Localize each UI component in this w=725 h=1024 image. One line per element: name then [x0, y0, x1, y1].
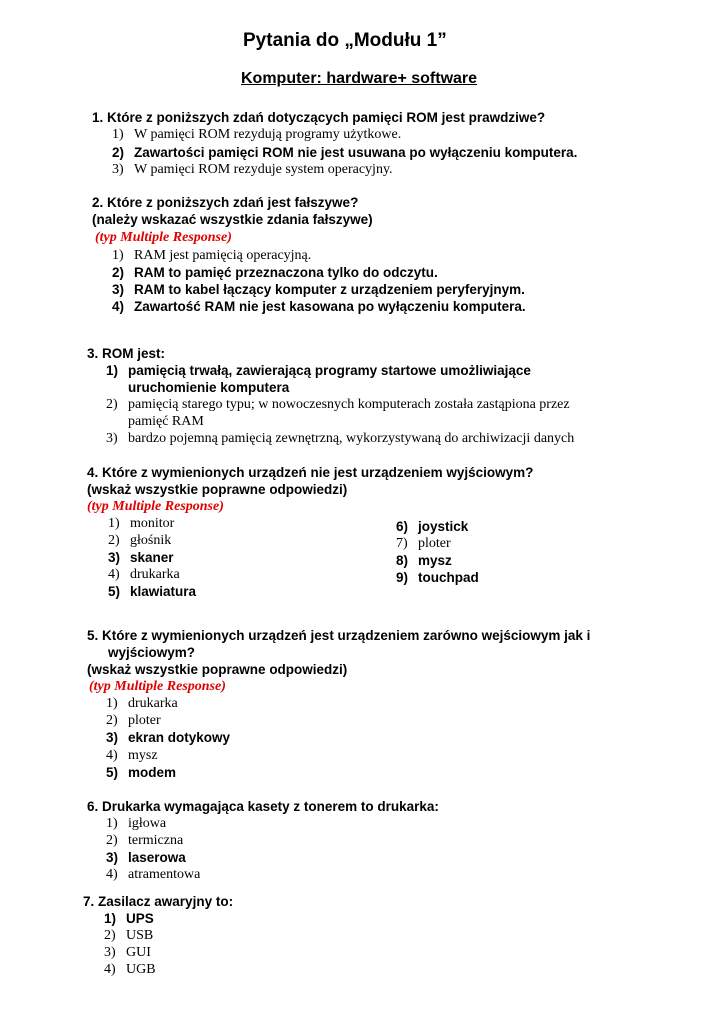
q7-option-1: 1) UPS [104, 911, 154, 926]
q4-option-8: 8) mysz [396, 553, 452, 568]
question-5: 5. Które z wymienionych urządzeń jest urządzeniem zarówno wejściowym jak i [87, 628, 591, 643]
q1-option-3: 3) W pamięci ROM rezyduje system operacyjny. [112, 162, 393, 177]
q4-option-5: 5) klawiatura [108, 584, 197, 599]
q5-option-1: 1) drukarka [106, 696, 178, 711]
q3-option-1-continued: uruchomienie komputera [128, 380, 290, 395]
q4-option-2: 2) głośnik [108, 533, 172, 548]
question-5-continued: wyjściowym? [108, 645, 196, 660]
q7-option-2: 2) USB [104, 928, 154, 943]
q7-option-3: 3) GUI [104, 945, 151, 960]
q4-hint: (wskaż wszystkie poprawne odpowiedzi) [87, 482, 348, 497]
question-1: 1. Które z poniższych zdań dotyczących pamięci ROM jest prawdziwe? [92, 110, 546, 125]
q7-option-4: 4) UGB [104, 962, 156, 977]
q5-multiple-response-note: (typ Multiple Response) [89, 679, 226, 694]
q4-option-9: 9) touchpad [396, 570, 479, 585]
q3-option-3: 3) bardzo pojemną pamięcią zewnętrzną, wykorzystywaną do archiwizacji danych [106, 431, 575, 446]
q1-option-2: 2) Zawartości pamięci ROM nie jest usuwana po wyłączeniu komputera. [112, 145, 578, 160]
q5-hint: (wskaż wszystkie poprawne odpowiedzi) [87, 662, 348, 677]
page-subtitle: Komputer: hardware+ software [241, 70, 478, 87]
q3-option-2: 2) pamięcią starego typu; w nowoczesnych komputerach została zastąpiona przez [106, 397, 570, 412]
q5-option-5: 5) modem [106, 765, 177, 780]
q1-option-1: 1) W pamięci ROM rezydują programy użytkowe. [112, 127, 402, 142]
q4-multiple-response-note: (typ Multiple Response) [87, 499, 224, 514]
q2-option-2: 2) RAM to pamięć przeznaczona tylko do odczytu. [112, 265, 438, 280]
q3-option-1: 1) pamięcią trwałą, zawierającą programy startowe umożliwiające [106, 363, 531, 378]
q3-option-2-continued: pamięć RAM [128, 414, 204, 429]
q4-option-4: 4) drukarka [108, 567, 180, 582]
q6-option-1: 1) igłowa [106, 816, 167, 831]
q5-option-3: 3) ekran dotykowy [106, 730, 231, 745]
question-3: 3. ROM jest: [87, 346, 166, 361]
question-6: 6. Drukarka wymagająca kasety z tonerem to drukarka: [87, 799, 439, 814]
q2-hint: (należy wskazać wszystkie zdania fałszywe) [92, 212, 373, 227]
q6-option-4: 4) atramentowa [106, 867, 201, 882]
question-2: 2. Które z poniższych zdań jest fałszywe? [92, 195, 359, 210]
question-4: 4. Które z wymienionych urządzeń nie jest urządzeniem wyjściowym? [87, 465, 534, 480]
q4-option-1: 1) monitor [108, 516, 175, 531]
q2-option-3: 3) RAM to kabel łączący komputer z urządzeniem peryferyjnym. [112, 282, 525, 297]
page-title: Pytania do „Modułu 1” [243, 30, 447, 51]
q4-option-7: 7) ploter [396, 536, 451, 551]
q6-option-2: 2) termiczna [106, 833, 184, 848]
q4-option-6: 6) joystick [396, 519, 469, 534]
q6-option-3: 3) laserowa [106, 850, 186, 865]
q5-option-2: 2) ploter [106, 713, 161, 728]
q4-option-3: 3) skaner [108, 550, 174, 565]
q2-option-1: 1) RAM jest pamięcią operacyjną. [112, 248, 312, 263]
q2-option-4: 4) Zawartość RAM nie jest kasowana po wyłączeniu komputera. [112, 299, 526, 314]
q2-multiple-response-note: (typ Multiple Response) [95, 230, 232, 245]
q5-option-4: 4) mysz [106, 748, 158, 763]
question-7: 7. Zasilacz awaryjny to: [83, 894, 234, 909]
